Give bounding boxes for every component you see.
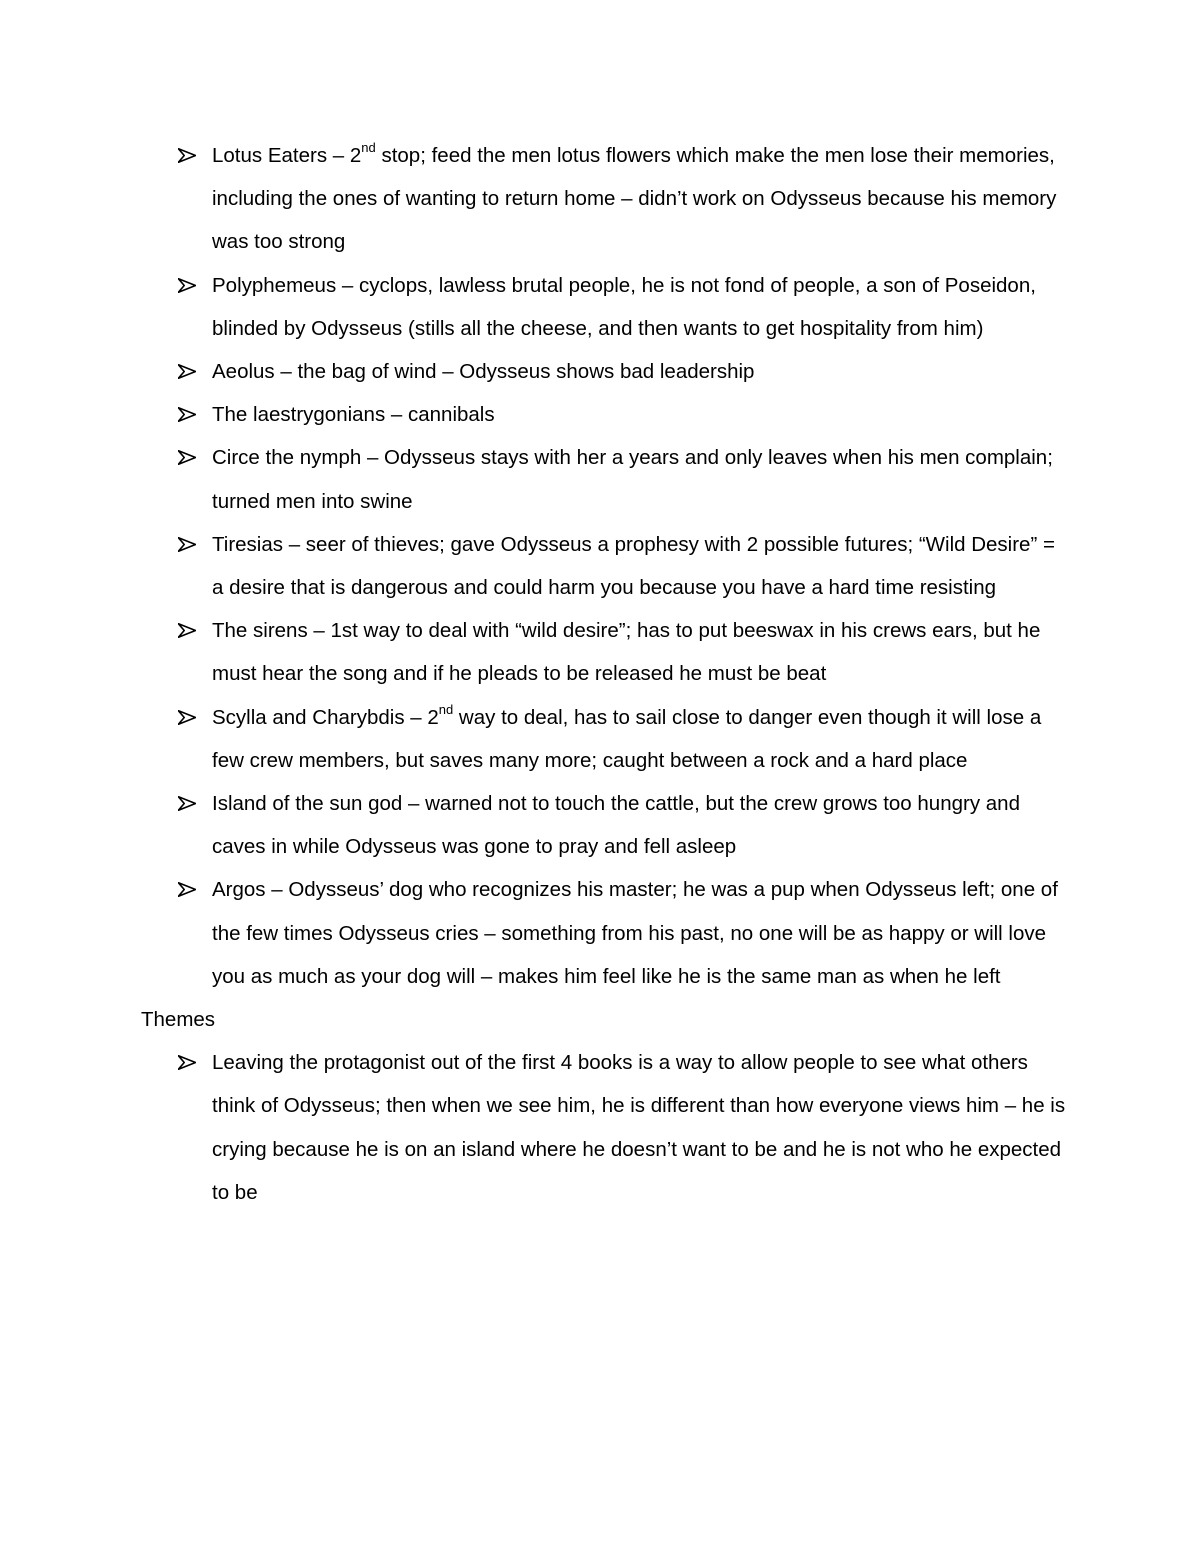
- arrowhead-bullet-icon: [178, 364, 196, 379]
- item-text: The laestrygonians – cannibals: [212, 403, 495, 427]
- list-item: [141, 436, 1071, 522]
- list-item: [141, 609, 1071, 695]
- list-item: [141, 696, 1071, 782]
- list-item: [141, 264, 1071, 350]
- arrowhead-bullet-icon: [178, 450, 196, 465]
- arrowhead-bullet-icon: [178, 710, 196, 725]
- item-text: Lotus Eaters – 2: [212, 144, 362, 167]
- document-content: [141, 134, 1071, 1214]
- list-item: [141, 350, 1071, 393]
- arrowhead-bullet-icon: [178, 882, 196, 897]
- arrowhead-bullet-icon: [178, 148, 196, 163]
- item-text: Scylla and Charybdis – 2: [212, 705, 439, 729]
- item-text: Circe the nymph – Odysseus stays with her a years and only leaves when his men complain; turned men into swine: [212, 446, 1053, 513]
- item-superscript: nd: [361, 140, 376, 156]
- themes-heading: Themes: [141, 1008, 216, 1032]
- arrowhead-bullet-icon: [178, 407, 196, 422]
- arrowhead-bullet-icon: [178, 796, 196, 811]
- item-text: Polyphemeus – cyclops, lawless brutal people, he is not fond of people, a son of Poseidon, blinded by Odysseus (stills all the cheese, and then wants to get hospitality from him): [212, 273, 1036, 340]
- arrowhead-bullet-icon: [178, 537, 196, 552]
- item-text: Tiresias – seer of thieves; gave Odysseus a prophesy with 2 possible futures; “Wild Desire” = a desire that is dangerous and could harm you because you have a hard time resisting: [212, 532, 1055, 600]
- item-text: The sirens – 1st way to deal with “wild desire”; has to put beeswax in his crews ears, but he must hear the song and if he pleads to be released he must be beat: [212, 619, 1041, 686]
- item-text-continued: way to deal, has to sail close to danger even though it will lose a few crew members, but saves many more; caught between a rock and a hard place: [212, 705, 1042, 772]
- item-text: Aeolus – the bag of wind – Odysseus shows bad leadership: [212, 360, 755, 384]
- item-text: Island of the sun god – warned not to touch the cattle, but the crew grows too hungry and caves in while Odysseus was gone to pray and fell asleep: [212, 792, 1020, 859]
- arrowhead-bullet-icon: [178, 278, 196, 293]
- list-item: [141, 134, 1071, 264]
- item-superscript: nd: [438, 701, 454, 717]
- list-item: [141, 523, 1071, 609]
- arrowhead-bullet-icon: [178, 623, 196, 638]
- item-text-continued: stop; feed the men lotus flowers which make the men lose their memories, including the ones of wanting to return home – didn’t work on Odysseus because his memory was too strong: [212, 144, 1057, 254]
- list-item: [141, 1041, 1071, 1214]
- item-text: Argos – Odysseus’ dog who recognizes his master; he was a pup when Odysseus left; one of the few times Odysseus cries – something from his past, no one will be as happy or will love you as much as your dog will – makes him feel like he is the same man as when he left: [212, 878, 1058, 988]
- themes-list: [141, 1041, 1071, 1214]
- list-item: [141, 782, 1071, 868]
- arrowhead-bullet-icon: [178, 1055, 196, 1070]
- list-item: [141, 393, 1071, 436]
- notes-list: [141, 134, 1071, 998]
- list-item: [141, 868, 1071, 998]
- item-text: Leaving the protagonist out of the first 4 books is a way to allow people to see what others think of Odysseus; then when we see him, he is different than how everyone views him – he is crying because he is on an island where he doesn’t want to be and he is not who he expected to be: [212, 1051, 1066, 1204]
